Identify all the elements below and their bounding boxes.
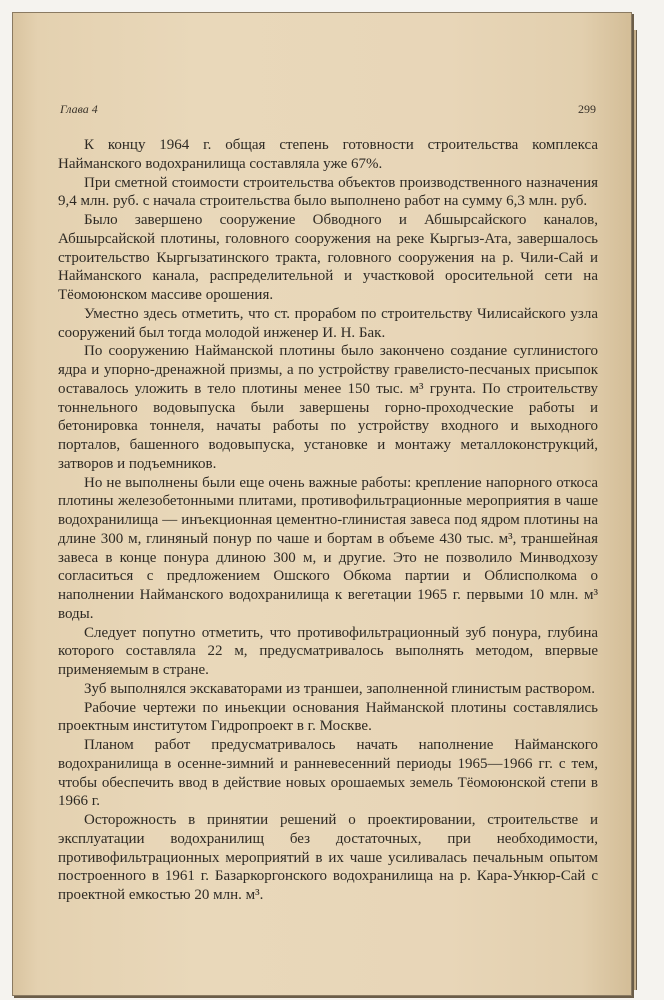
paragraph: Но не выполнены были еще очень важные работы: крепление напорного откоса плотины железобетонными плитами, противофильтрационные мероприятия в чаше водохранилища — инъекционная цементно-глинистая завеса под ядром плотины на длине 300 м, глиняный понур по чаше и бортам в объеме 430 тыс. м³, траншейная завеса в конце понура длиною 300 м, и другие. Это не позволило Минводхозу согласиться с предложением Ошского Обкома партии и Облисполкома о наполнении Наймaнского водохранилища к вегетации 1965 г. первыми 10 млн. м³ воды. xyxy=(58,474,598,622)
paragraph: Осторожность в принятии решений о проектировании, строительстве и эксплуатации водохранилищ без достаточных, при необходимости, противофильтрационных мероприятий в их чаше усиливалась печальным опытом построенного в 1961 г. Базаркоргонского водохранилища на р. Кара-Ункюр-Сай с проектной емкостью 20 млн. м³. xyxy=(58,812,598,903)
body-text xyxy=(58,136,598,905)
paragraph: К концу 1964 г. общая степень готовности строительства комплекса Наймaнского водохранилища составляла уже 67%. xyxy=(58,137,598,172)
chapter-title: Глава 4 xyxy=(60,102,98,116)
paragraph: Уместно здесь отметить, что ст. прорабом по строительству Чилисайского узла сооружений был тогда молодой инженер И. Н. Бак. xyxy=(58,305,598,341)
running-header xyxy=(60,102,596,120)
paragraph: Планом работ предусматривалось начать наполнение Наймaнского водохранилища в осенне-зимний и ранневесенний периоды 1965—1966 гг. с тем, чтобы обеспечить ввод в действие новых орошаемых земель Тёомоюнской степи в 1966 г. xyxy=(58,737,598,810)
paragraph: При сметной стоимости строительства объектов производственного назначения 9,4 млн. руб. с начала строительства было выполнено работ на сумму 6,3 млн. руб. xyxy=(58,174,598,210)
paragraph: Зуб выполнялся экскаваторами из траншеи, заполненной глинистым раствором. xyxy=(84,680,595,697)
paragraph: Рабочие чертежи по иньекции основания Наймaнской плотины составлялись проектным институтом Гидропроект в г. Москве. xyxy=(58,699,598,735)
paragraph: По сооружению Наймaнской плотины было закончено создание суглинистого ядра и упорно-дренажной призмы, а по устройству гравелисто-песчаных присыпок оставалось уложить в тело плотины менее 150 тыс. м³ грунта. По строительству тоннельного водовыпуска были завершены горно-проходческие работы и бетонировка тоннеля, начаты работы по устройству входного и выходного порталов, башенного водовыпуска, установке и монтажу металлоконструкций, затворов и подъемников. xyxy=(58,343,598,472)
paragraph: Следует попутно отметить, что противофильтрационный зуб понура, глубина которого составляла 22 м, предусматривалось выполнять методом, впервые применяемым в стране. xyxy=(58,624,598,678)
page-number: 299 xyxy=(578,102,596,116)
paragraph: Было завершено сооружение Обводного и Абшырсайского каналов, Абшырсайской плотины, головного сооружения на реке Кыргыз-Ата, завершалось строительство Кыргызатинского тракта, головного сооружения на р. Чили-Сай и Наймaнского канала, распределительной и участковой оросительной сети на Тёомоюнском массиве орошения. xyxy=(58,212,598,303)
